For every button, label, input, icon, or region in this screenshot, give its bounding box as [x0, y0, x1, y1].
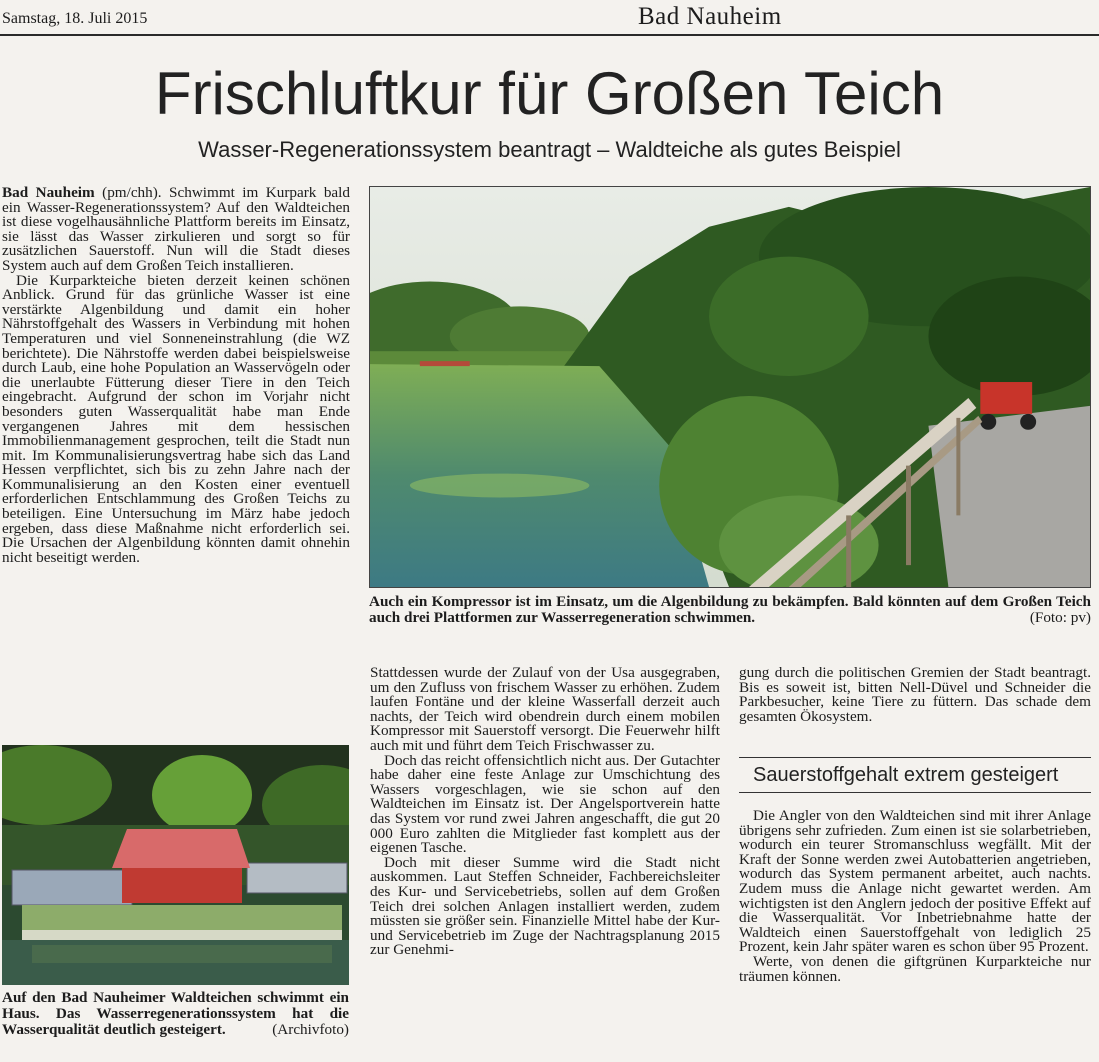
paragraph: gung durch die politischen Gremien der Stadt beantragt. Bis es soweit ist, bitten Nell-Düvel und Schneider die Parkbesucher, keine Tiere zu füttern. Das schade dem gesamten Ökosystem.: [739, 664, 1091, 725]
subheadline: Wasser-Regenerationssystem beantragt – Waldteiche als gutes Beispiel: [198, 137, 901, 162]
article-column-3-top: [739, 666, 1091, 724]
photo-floating-house: [2, 745, 349, 985]
paragraph: Stattdessen wurde der Zulauf von der Usa ausgegraben, um den Zufluss von frischem Wasser zu erhöhen. Zudem laufen Fontäne und der kleine Wasserfall derzeit auch nachts, der Teich wird obendrein durch einem mobilen Kompressor mit Sauerstoff versorgt. Die Feuerwehr hilft auch mit und führt dem Teich Frischwasser zu.: [370, 664, 720, 754]
photo-credit: (Archivfoto): [272, 1021, 349, 1038]
paragraph: Bad Nauheim (pm/chh). Schwimmt im Kurpark bald ein Wasser-Regenerationssystem? Auf den Waldteichen ist diese vogelhausähnliche Plattform bereits im Einsatz, sie lässt das Wasser zirkulieren und sorgt so für zusätzlichen Sauerstoff. Nun will die Stadt dieses System auch auf dem Großen Teich installieren.: [2, 184, 350, 274]
section-subheading: Sauerstoffgehalt extrem gesteigert: [739, 757, 1091, 793]
paragraph: Doch das reicht offensichtlich nicht aus. Der Gutachter habe daher eine feste Anlage zur Umschichtung des Wassers vorgeschlagen, wie sie schon auf den Waldteichen im Einsatz ist. Der Angelsportverein hatte das System vor rund zwei Jahren angeschafft, die gut 20 000 Euro zahlten die Mitglieder fast komplett aus der eigenen Tasche.: [370, 751, 720, 857]
dateline: Bad Nauheim: [2, 184, 95, 201]
issue-date: Samstag, 18. Juli 2015: [2, 10, 148, 27]
paragraph: Die Kurparkteiche bieten derzeit keinen schönen Anblick. Grund für das grünliche Wasser ist eine verstärkte Algenbildung und damit ein hoher Nährstoffgehalt des Wassers in Verbindung mit hohen Temperaturen und viel Sonneneinstrahlung (die WZ berichtete). Die Nährstoffe werden dabei beispielsweise durch Laub, eine hohe Population an Wasservögeln oder die unerlaubte Fütterung dieser Tiere in den Teich eingebracht. Aufgrund der schon im Vorjahr nicht besonders guten Wasserqualität habe man Ende vergangenen Jahres mit dem hessischen Immobilienmanagement gesprochen, teilt die Stadt nun mit. Im Kommunalisierungsvertrag habe sich das Land Hessen verpflichtet, sich bis zu zehn Jahre nach der Kommunalisierung an den Kosten einer eventuell erforderlichen Entschlammung des Großen Teichs zu beteiligen. Eine Untersuchung im März habe jedoch ergeben, dass diese Maßnahme nicht erforderlich sei. Die Ursachen der Algenbildung könnten damit ohnehin nicht beseitigt werden.: [2, 271, 350, 566]
article-column-3: [739, 809, 1091, 984]
paragraph: Werte, von denen die giftgrünen Kurparkteiche nur träumen können.: [739, 952, 1091, 985]
paragraph: Die Angler von den Waldteichen sind mit ihrer Anlage übrigens sehr zufrieden. Zum einen ist sie solarbetrieben, wodurch ein teurer Stromanschluss wegfällt. Mit der Kraft der Sonne werden zwei Autobatterien angetrieben, wodurch das System permanent arbeitet, auch nachts. Zudem muss die Anlage nicht gewartet werden. Am wichtigsten ist den Anglern jedoch der positive Effekt auf die Wasserqualität. Vor Inbetriebnahme hatte der Waldteich einen Sauerstoffgehalt von lediglich 25 Prozent, kein Jahr später waren es schon über 95 Prozent.: [739, 807, 1091, 956]
photo-caption: Auf den Bad Nauheimer Waldteichen schwimmt ein Haus. Das Wasserregenerationssystem hat die Wasserqualität deutlich gesteigert. (Archivfoto): [2, 989, 349, 1038]
photo-caption: Auch ein Kompressor ist im Einsatz, um die Algenbildung zu bekämpfen. Bald könnten auf dem Großen Teich auch drei Plattformen zur Wasserregeneration schwimmen. (Foto: pv): [369, 593, 1091, 626]
article-column-1: [2, 186, 350, 565]
article-column-2: [370, 666, 720, 958]
photo-pond-compressor: [369, 186, 1091, 588]
header-rule: [0, 34, 1099, 36]
headline: Frischluftkur für Großen Teich: [154, 60, 945, 127]
paragraph: Doch mit dieser Summe wird die Stadt nicht auskommen. Laut Steffen Schneider, Fachbereichsleiter des Kur- und Servicebetriebs, sollen auf dem Großen Teich drei solchen Anlagen installiert werden, zudem müssten sie größer sein. Finanzielle Mittel habe der Kur- und Servicebetrieb im Zuge der Nachtragsplanung 2015 zur Genehmi-: [370, 853, 720, 959]
photo-credit: (Foto: pv): [1029, 609, 1091, 626]
section-title: Bad Nauheim: [638, 3, 782, 30]
